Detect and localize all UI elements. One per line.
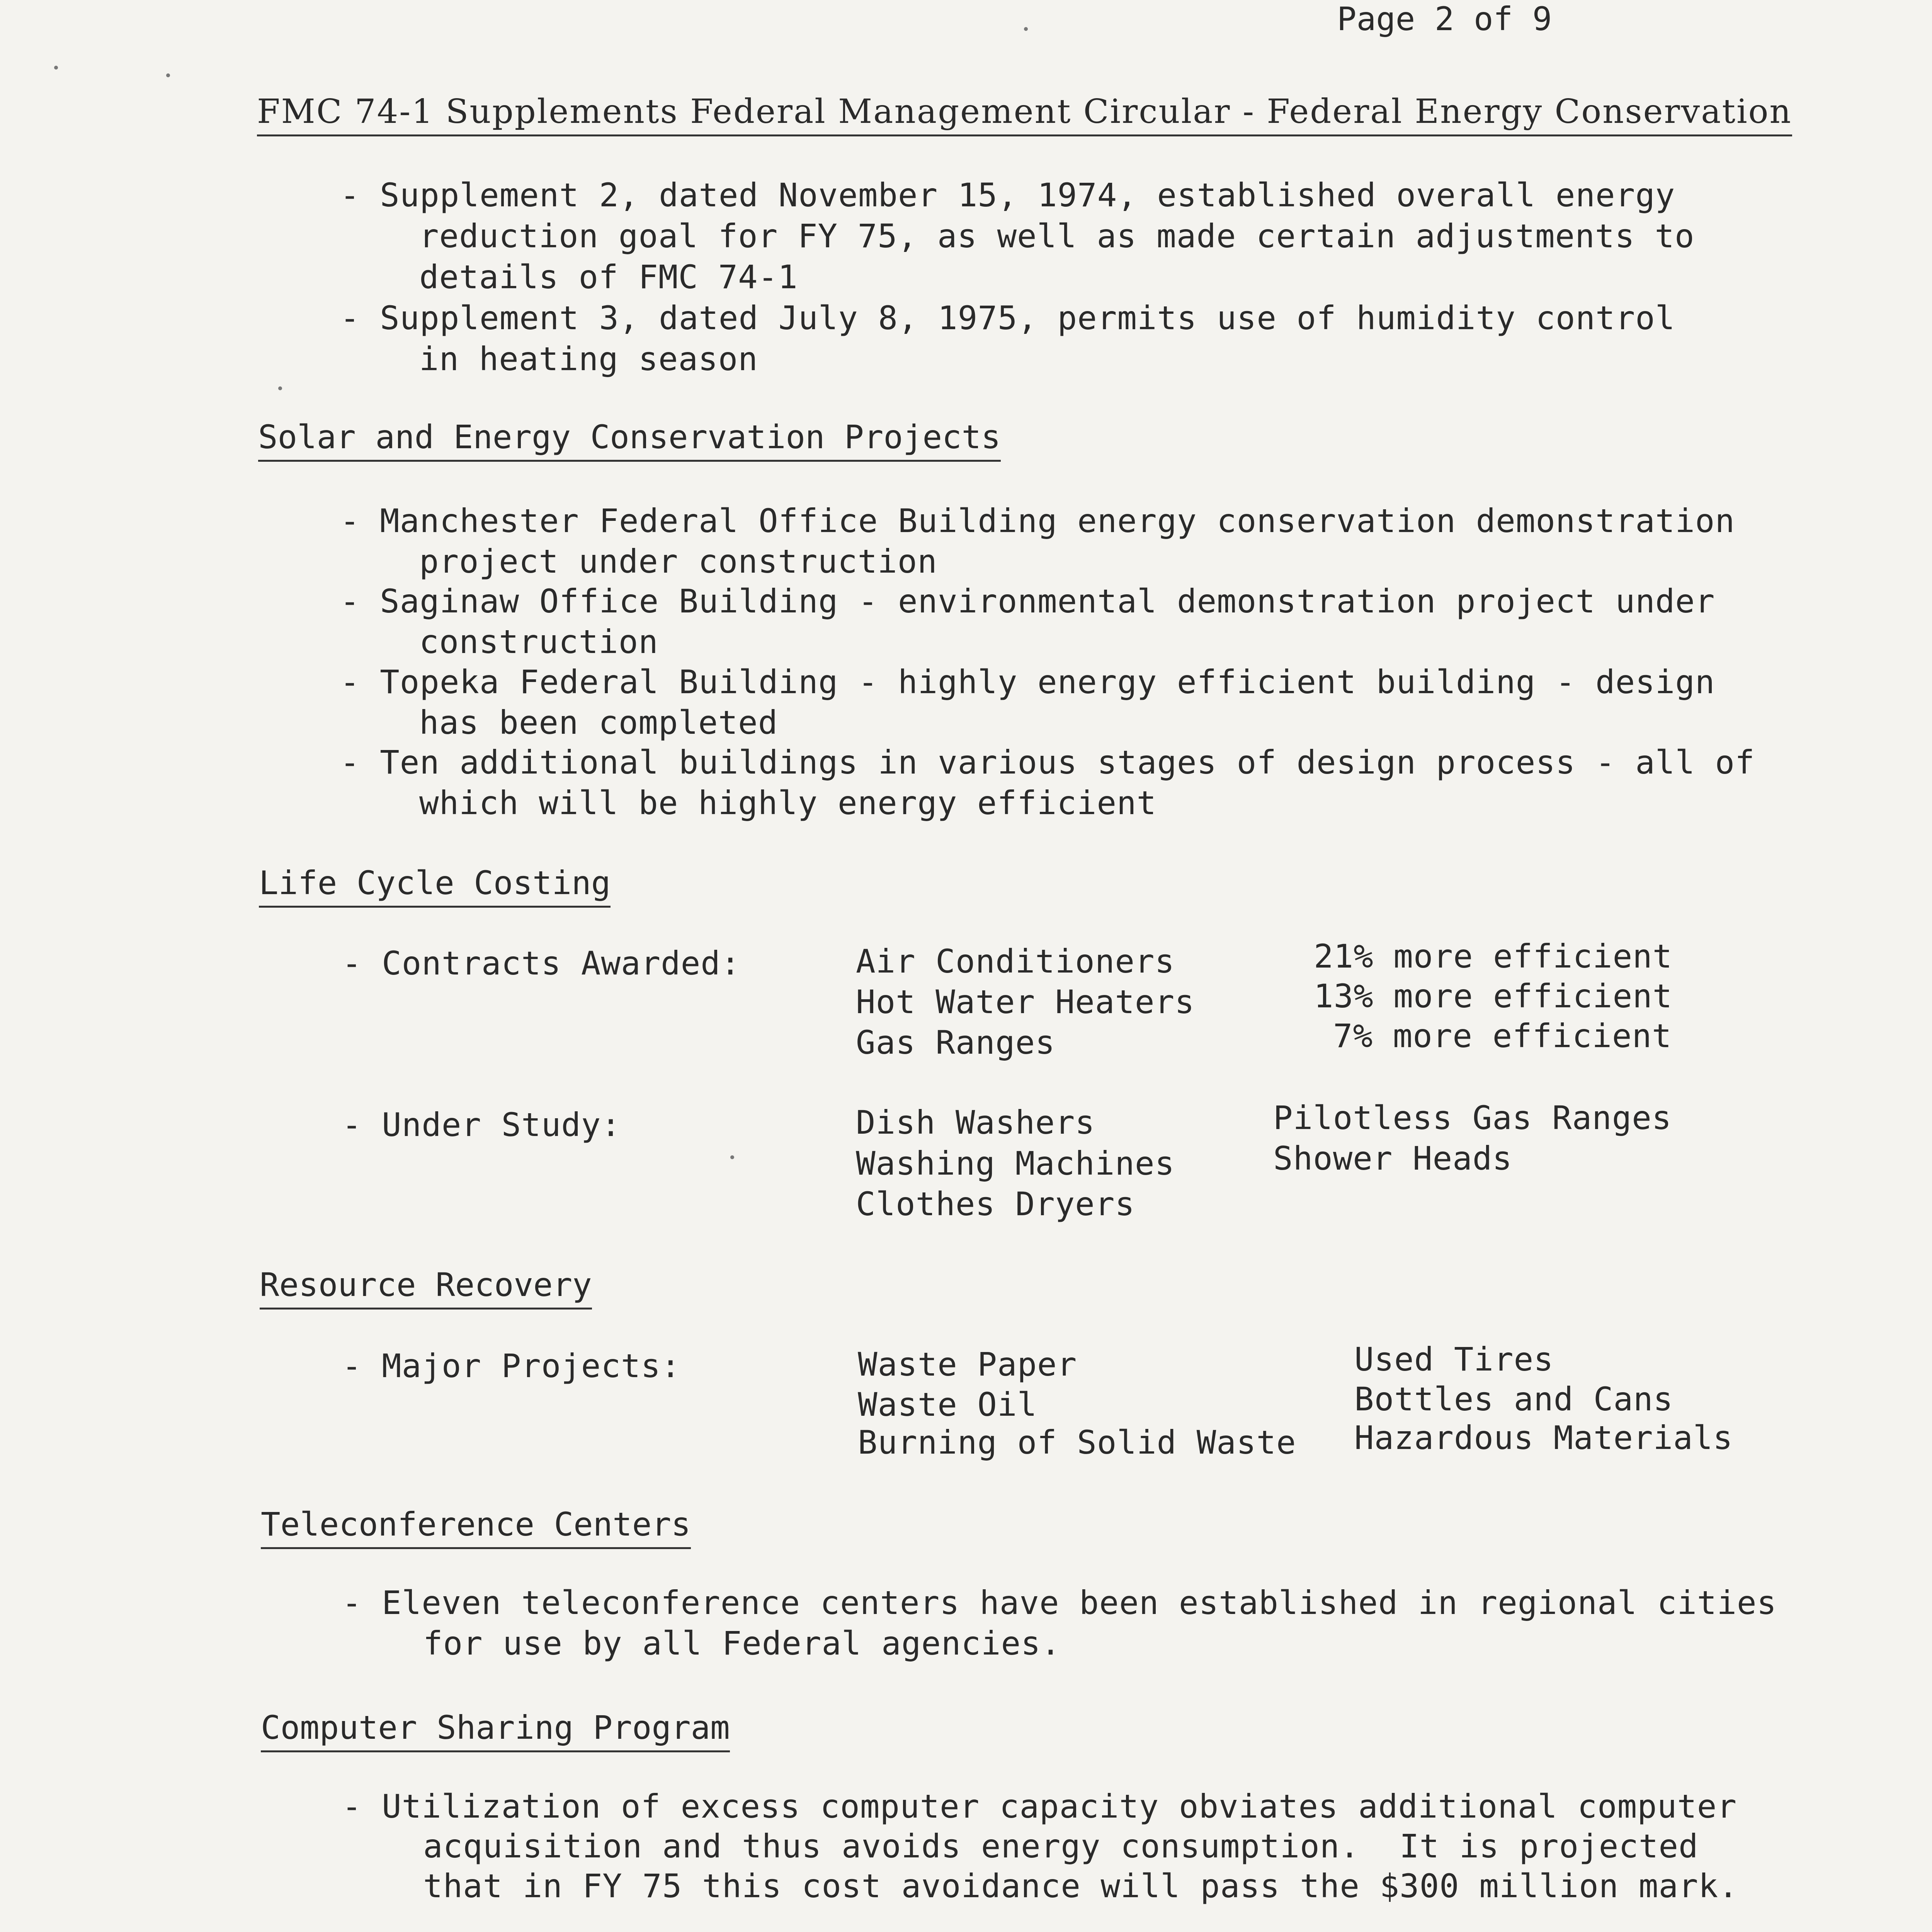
bullet-line: reduction goal for FY 75, as well as made certain adjustments to [419,217,1695,255]
section-heading-fmc: FMC 74-1 Supplements Federal Management Circular - Federal Energy Conservation [257,91,1792,136]
contract-note: 7% more efficient [1333,1017,1672,1055]
bullet-line: project under construction [419,543,937,580]
study-item: Clothes Dryers [856,1185,1135,1223]
project-item: Waste Oil [858,1386,1037,1423]
section-heading-computer-sharing: Computer Sharing Program [261,1707,730,1752]
section-heading-resource-recovery: Resource Recovery [260,1264,592,1310]
bullet-line: - Ten additional buildings in various stages of design process - all of [340,743,1755,781]
bullet-line: - Utilization of excess computer capacity obviates additional computer [342,1787,1737,1825]
project-item: Burning of Solid Waste [858,1423,1296,1461]
contract-item: Air Conditioners [856,942,1175,980]
bullet-line: - Manchester Federal Office Building energy conservation demonstration [340,502,1735,540]
page-number: Page 2 of 9 [1337,0,1552,38]
speck [54,66,58,70]
bullet-line: details of FMC 74-1 [419,258,798,296]
speck [1024,27,1028,31]
project-item: Hazardous Materials [1354,1419,1733,1457]
bullet-line: - Topeka Federal Building - highly energy efficient building - design [340,663,1715,701]
bullet-line: which will be highly energy efficient [419,784,1157,822]
study-item: Pilotless Gas Ranges [1273,1099,1672,1137]
bullet-line: - Supplement 3, dated July 8, 1975, permits use of humidity control [340,299,1675,337]
bullet-line: - Saginaw Office Building - environmental demonstration project under [340,582,1715,620]
contract-note: 13% more efficient [1314,977,1673,1015]
study-item: Shower Heads [1273,1139,1512,1177]
project-item: Waste Paper [858,1345,1077,1383]
project-item: Used Tires [1354,1340,1554,1378]
study-item: Washing Machines [856,1145,1175,1182]
section-heading-solar: Solar and Energy Conservation Projects [258,417,1001,462]
speck [278,386,282,390]
section-heading-teleconference: Teleconference Centers [261,1504,691,1549]
contracts-label: - Contracts Awarded: [342,944,741,982]
speck [166,73,170,77]
bullet-line: - Eleven teleconference centers have been established in regional cities [342,1584,1777,1622]
bullet-line: has been completed [419,704,778,742]
contract-note: 21% more efficient [1314,937,1673,975]
bullet-line: in heating season [419,340,758,378]
study-label: - Under Study: [342,1106,621,1144]
projects-label: - Major Projects: [342,1347,681,1385]
bullet-line: acquisition and thus avoids energy consumption. It is projected [423,1827,1699,1865]
study-item: Dish Washers [856,1104,1095,1141]
contract-item: Hot Water Heaters [856,983,1195,1021]
bullet-line: that in FY 75 this cost avoidance will pass the $300 million mark. [423,1867,1738,1905]
contract-item: Gas Ranges [856,1024,1055,1061]
project-item: Bottles and Cans [1354,1380,1673,1418]
bullet-line: - Supplement 2, dated November 15, 1974, established overall energy [340,176,1675,214]
bullet-line: construction [419,623,658,661]
section-heading-life-cycle: Life Cycle Costing [259,862,611,908]
speck [730,1155,734,1159]
bullet-line: for use by all Federal agencies. [423,1624,1061,1662]
